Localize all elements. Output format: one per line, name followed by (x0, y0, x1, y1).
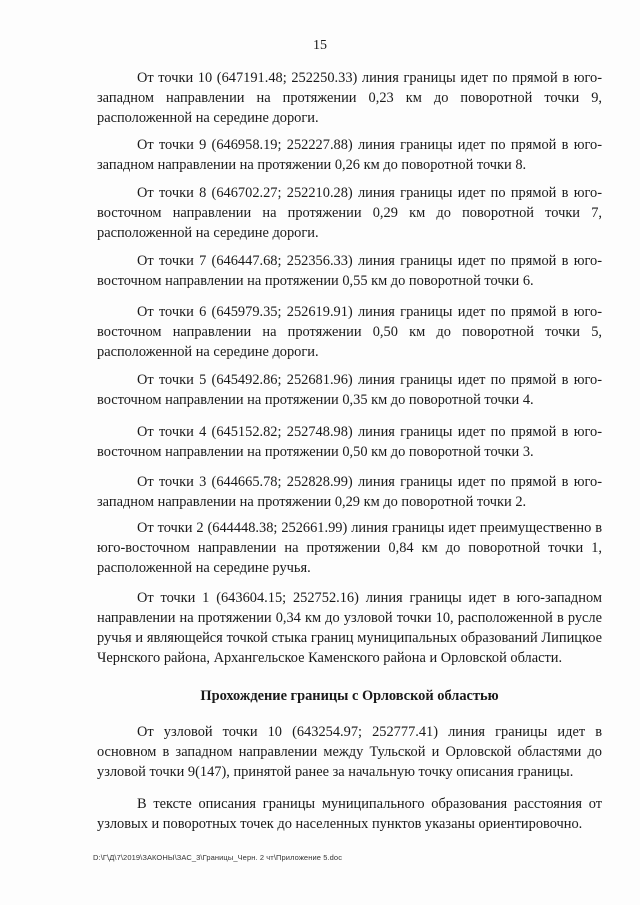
boundary-paragraph-point-10: От точки 10 (647191.48; 252250.33) линия границы идет по прямой в юго-западном направлении на протяжении 0,23 км до поворотной точки 9, расположенной на середине дороги. (97, 70, 602, 126)
boundary-paragraph-point-3: От точки 3 (644665.78; 252828.99) линия границы идет по прямой в юго-западном направлении на протяжении 0,29 км до поворотной точки 2. (97, 474, 602, 510)
section-paragraph-node-10: От узловой точки 10 (643254.97; 252777.41) линия границы идет в основном в западном направлении между Тульской и Орловской областями до узловой точки 9(147), принятой ранее за начальную точку описания границы. (97, 724, 602, 780)
footer-file-path: D:\Г\Д\7\2019\ЗАКОНЫ\ЗАС_3\Границы_Черн. 2 чт\Приложение 5.doc (93, 853, 343, 862)
boundary-paragraph-point-6: От точки 6 (645979.35; 252619.91) линия границы идет по прямой в юго-восточном направлении на протяжении 0,50 км до поворотной точки 5, расположенной на середине дороги. (97, 304, 602, 360)
boundary-paragraph-point-4: От точки 4 (645152.82; 252748.98) линия границы идет по прямой в юго-восточном направлении на протяжении 0,50 км до поворотной точки 3. (97, 424, 602, 460)
page-number: 15 (313, 38, 327, 53)
boundary-paragraph-point-9: От точки 9 (646958.19; 252227.88) линия границы идет по прямой в юго-западном направлении на протяжении 0,26 км до поворотной точки 8. (97, 137, 602, 173)
boundary-paragraph-point-7: От точки 7 (646447.68; 252356.33) линия границы идет по прямой в юго-восточном направлении на протяжении 0,55 км до поворотной точки 6. (97, 253, 602, 289)
boundary-paragraph-point-1: От точки 1 (643604.15; 252752.16) линия границы идет в юго-западном направлении на протяжении 0,34 км до узловой точки 10, расположенной в русле ручья и являющейся точкой стыка границ муниципальных образований Липицкое Чернского района, Архангельское Каменского района и Орловской области. (97, 590, 602, 666)
boundary-paragraph-point-2: От точки 2 (644448.38; 252661.99) линия границы идет преимущественно в юго-восточном направлении на протяжении 0,84 км до поворотной точки 1, расположенной на середине ручья. (97, 520, 602, 576)
section-heading: Прохождение границы с Орловской областью (200, 688, 499, 704)
boundary-paragraph-point-5: От точки 5 (645492.86; 252681.96) линия границы идет по прямой в юго-восточном направлении на протяжении 0,35 км до поворотной точки 4. (97, 372, 602, 408)
boundary-paragraph-point-8: От точки 8 (646702.27; 252210.28) линия границы идет по прямой в юго-восточном направлении на протяжении 0,29 км до поворотной точки 7, расположенной на середине дороги. (97, 185, 602, 241)
section-paragraph-note: В тексте описания границы муниципального образования расстояния от узловых и поворотных точек до населенных пунктов указаны ориентировочно. (97, 796, 602, 832)
